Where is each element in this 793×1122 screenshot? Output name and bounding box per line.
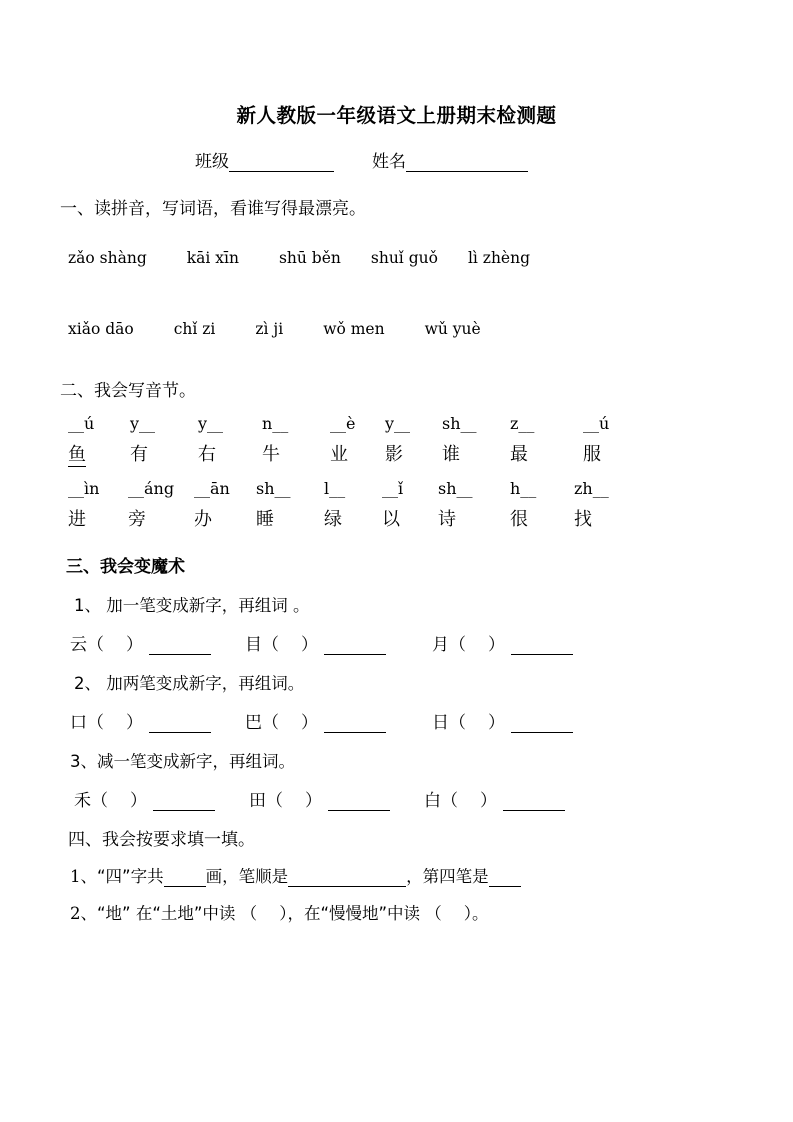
word-input[interactable] [511,637,573,655]
syllable-slot[interactable]: y__ [198,414,224,433]
paren-open: （ [449,635,466,655]
prompt-character: 绿 [324,509,342,530]
answer-cell[interactable] [70,630,211,655]
prompt-character: 谁 [442,444,460,465]
question-text-part: ）。 [463,904,489,923]
word-input[interactable] [153,793,215,811]
answer-cell[interactable] [245,630,386,655]
prompt-character: 睡 [256,509,274,530]
prompt-character: 影 [385,444,403,465]
paren-open: （ [441,791,458,811]
syllable-slot[interactable]: sh__ [442,414,477,433]
answer-cell[interactable] [432,708,573,733]
base-character: 巴 [245,713,262,733]
prompt-character: 进 [68,509,86,530]
prompt-character: 右 [198,444,216,465]
class-field-label: 班级 [195,152,229,172]
character-prompt-row [60,440,733,466]
pinyin-word: zǎo shàng [68,249,147,267]
paren-open: （ [87,713,104,733]
section-2-heading: 二、我会写音节。 [60,381,196,401]
section-3-item-2-answers [60,708,733,733]
pinyin-word: shuǐ guǒ [370,249,438,267]
word-input[interactable] [503,793,565,811]
prompt-character: 办 [194,509,212,530]
paren-close: ） [130,791,147,811]
pinyin-word: wǔ yuè [424,320,481,338]
prompt-character: 很 [510,509,528,530]
stroke-count-input[interactable] [164,870,206,888]
prompt-character: 旁 [128,509,146,530]
paren-close: ） [126,713,143,733]
prompt-character: 服 [583,444,601,465]
syllable-slot[interactable]: z__ [510,414,535,433]
section-4-heading: 四、我会按要求填一填。 [68,830,255,850]
syllable-block-1 [60,414,733,466]
question-number: 2、 [70,904,97,923]
base-character: 目 [245,635,262,655]
syllable-slot[interactable]: l__ [324,479,346,498]
prompt-character: 有 [130,444,148,465]
base-character: 白 [424,791,441,811]
paren-open: （ [266,791,283,811]
prompt-character: 牛 [262,444,280,465]
syllable-slot[interactable]: y__ [385,414,411,433]
paren-close: ） [126,635,143,655]
paren-open: （ [262,713,279,733]
word-input[interactable] [328,793,390,811]
word-input[interactable] [511,715,573,733]
question-text-part: ），在“慢慢地”中读 （ [279,904,442,923]
paren-close: ） [301,713,318,733]
answer-cell[interactable] [432,630,573,655]
word-input[interactable] [324,637,386,655]
prompt-character: 最 [510,444,528,465]
syllable-slot[interactable]: sh__ [256,479,291,498]
pinyin-word: xiǎo dāo [68,320,134,338]
question-text-part: 画，笔顺是 [205,867,289,886]
syllable-slot[interactable]: __áng [128,479,175,498]
question-text-part: ，第四笔是 [406,867,489,886]
question-number: 1、 [70,867,97,886]
base-character: 田 [249,791,266,811]
section-3-item-1-answers [60,630,733,655]
prompt-character: 找 [574,509,592,530]
section-3-item-1-prompt: 1、 加一笔变成新字，再组词 。 [74,596,310,615]
word-input[interactable] [324,715,386,733]
answer-cell[interactable] [424,786,565,811]
question-text-part: “地” 在“土地”中读 （ [97,904,258,923]
paren-open: （ [449,713,466,733]
syllable-slot[interactable]: __ìn [68,479,100,498]
section-3-heading: 三、我会变魔术 [66,557,185,577]
paren-close: ） [301,635,318,655]
syllable-slot[interactable]: zh__ [574,479,609,498]
paren-open: （ [91,791,108,811]
prompt-character: 鱼 [68,444,86,465]
syllable-slot[interactable]: sh__ [438,479,473,498]
syllable-slot[interactable]: __ú [68,414,95,433]
paren-close: ） [305,791,322,811]
section-4-question-2 [60,900,733,924]
base-character: 月 [432,635,449,655]
paren-close: ） [488,713,505,733]
class-field-input[interactable] [229,154,334,172]
question-text-part: “四”字共 [97,867,164,886]
pinyin-word: shū běn [278,249,341,267]
base-character: 口 [70,713,87,733]
syllable-slot[interactable]: __ǐ [382,479,404,498]
base-character: 日 [432,713,449,733]
answer-cell[interactable] [74,786,215,811]
base-character: 云 [70,635,87,655]
section-3-item-3-answers [60,786,733,811]
base-character: 禾 [74,791,91,811]
word-input[interactable] [149,637,211,655]
section-3-item-2-prompt: 2、 加两笔变成新字，再组词。 [74,674,305,693]
pinyin-word: kāi xīn [186,249,239,267]
syllable-answer-row [60,479,733,498]
character-prompt-row [60,505,733,531]
syllable-slot[interactable]: h__ [510,479,537,498]
page-title: 新人教版一年级语文上册期末检测题 [236,104,557,127]
student-info-line [60,147,733,172]
paren-close: ） [488,635,505,655]
paren-open: （ [87,635,104,655]
paren-open: （ [262,635,279,655]
pinyin-word: lì zhèng [467,249,531,267]
pinyin-word: zì ji [255,320,284,338]
answer-cell[interactable] [70,708,211,733]
syllable-block-2 [60,479,733,531]
pinyin-word: chǐ zi [173,320,216,338]
pinyin-row-2 [60,320,733,338]
section-3-item-3-prompt: 3、减一笔变成新字，再组词。 [70,752,295,771]
prompt-character: 诗 [438,509,456,530]
pinyin-word: wǒ men [323,320,385,338]
answer-cell[interactable] [245,708,386,733]
syllable-slot[interactable]: y__ [130,414,156,433]
section-4-question-1 [60,863,733,887]
name-field-label: 姓名 [372,152,406,172]
syllable-slot[interactable]: __ú [583,414,610,433]
pinyin-row-1 [60,249,733,267]
prompt-character: 以 [382,509,400,530]
fourth-stroke-input[interactable] [489,870,521,888]
name-field-input[interactable] [406,154,528,172]
syllable-answer-row [60,414,733,433]
section-1-heading: 一、读拼音，写词语，看谁写得最漂亮。 [60,199,366,219]
paren-close: ） [480,791,497,811]
syllable-slot[interactable]: __è [330,414,356,433]
syllable-slot[interactable]: n__ [262,414,289,433]
answer-cell[interactable] [249,786,390,811]
syllable-slot[interactable]: __ān [194,479,230,498]
prompt-character: 业 [330,444,348,465]
stroke-order-input[interactable] [288,870,406,888]
word-input[interactable] [149,715,211,733]
